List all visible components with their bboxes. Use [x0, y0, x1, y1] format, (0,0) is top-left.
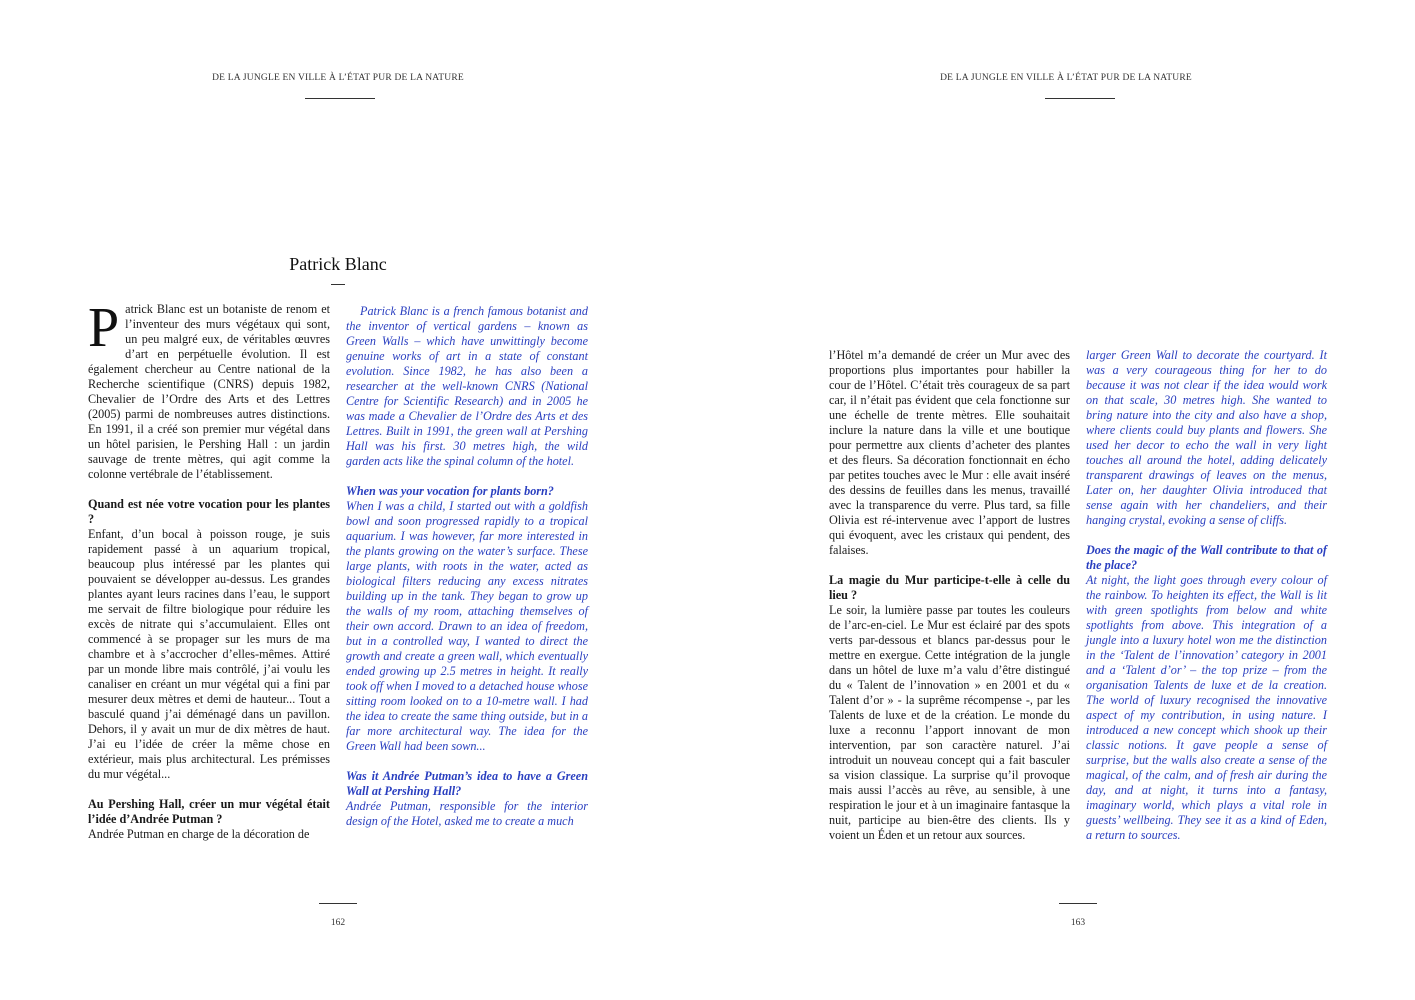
- running-head: DE LA JUNGLE EN VILLE À L’ÉTAT PUR DE LA NATURE: [212, 73, 464, 83]
- page-number: 163: [1070, 918, 1086, 928]
- french-intro: Patrick Blanc est un botaniste de renom et l’inventeur des murs végétaux qui sont, un peu malgré eux, de véritables œuvres d’art en perpétuelle évolution. Il est également chercheur au Centre national de la Recherche scientifique (CNRS) depuis 1982, Chevalier de l’Ordre des Arts et des Lettres (2005) parmi de nombreuses autres distinctions. En 1991, il a créé son premier mur végétal dans un hôtel parisien, le Pershing Hall : un jardin sauvage de trente mètres, qui agit comme la colonne vertébrale de l’établissement.: [88, 297, 330, 481]
- title-rule: [331, 284, 345, 285]
- french-answer-2: Andrée Putman en charge de la décoration de: [88, 827, 310, 841]
- english-intro: Patrick Blanc is a french famous botanist and the inventor of vertical gardens – known as Green Walls – which have unwittingly become genuine works of art in a state of constant evolution. Since 1982, he has also been a researcher at the well-known CNRS (National Centre for Scientific Research) and in 2005 he was made a Chevalier de l’Ordre des Arts et des Lettres. Built in 1991, the green wall at Pershing Hall was his first. 30 metres high, the wild garden acts like the spinal column of the hotel.: [346, 304, 588, 468]
- french-answer-1: Enfant, d’un bocal à poisson rouge, je suis rapidement passé à un aquarium tropical, beaucoup plus intéressé par les plantes qui pouvaient se développer au-dessus. Les grandes plantes ayant leurs racines dans l’eau, le support me servait de filtre biologique pour réduire les excès de nitrate qui s’accumulaient. Elles ont commencé à se propager sur les murs de ma chambre et à s’accrocher d’elles-mêmes. Attiré par un monde libre mais contrôlé, j’ai voulu les canaliser en créant un mur végétal qui a fini par mesurer deux mètres et demi de hauteur... Tout a basculé quand j’ai déménagé dans un pavillon. Dehors, il y avait un mur de dix mètres de haut. J’ai eu l’idée de créer la même chose en extérieur, mais plus architectural. Les prémisses du mur végétal...: [88, 527, 330, 781]
- english-answer-3: At night, the light goes through every colour of the rainbow. To heighten its effect, the Wall is lit with green spotlights from below and white spotlights from above. This integration of a jungle into a luxury hotel won me the distinction in the ‘Talent de l’innovation’ category in 2001 and a ‘Talent d’or’ – the top prize – from the organisation Talents de luxe et de la creation. The world of luxury recognised the innovative aspect of my contribution, in using nature. I introduced a new concept which shook up their classic notions. It gave people a sense of surprise, but the walls also create a sense of the magical, of the calm, and of fresh air during the day, and at night, it turns into a fantasy, imaginary world, which plays a vital role in guests’ wellbeing. They see it as a kind of Eden, a return to sources.: [1086, 573, 1327, 842]
- folio-rule: [1059, 903, 1097, 904]
- drop-cap: P: [88, 297, 120, 359]
- left-page: [0, 0, 707, 1000]
- folio-rule: [319, 903, 357, 904]
- english-answer-1: When I was a child, I started out with a goldfish bowl and soon progressed rapidly to a tropical aquarium. I was however, far more interested in the plants growing on the water’s surface. These large plants, with roots in the water, acted as biological filters reducing any excess nitrates building up in the tank. They began to grow up the walls of my room, attaching themselves of their own accord. Drawn to an idea of freedom, but in a controlled way, I wanted to direct the growth and create a green wall, which eventually ended growing up 2.5 metres in height. It really took off when I moved to a detached house whose sitting room looked on to a 10-metre wall. I had the idea to create the same thing outside, but in a far more architectural way. The idea for the Green Wall had been sown...: [346, 499, 588, 753]
- page-number: 162: [330, 918, 346, 928]
- french-question-3: La magie du Mur participe-t-elle à celle du lieu ?: [829, 573, 1070, 602]
- english-question-2: Was it Andrée Putman’s idea to have a Green Wall at Pershing Hall?: [346, 769, 588, 798]
- french-answer-2-continued: l’Hôtel m’a demandé de créer un Mur avec des proportions plus importantes pour habiller la cour de l’Hôtel. C’était très courageux de sa part car, il n’était pas évident que cela fonctionne sur une échelle de trente mètres. Elle souhaitait inclure la nature dans la ville et une boutique pour permettre aux clients d’acheter des plantes et des fleurs. Sa décoration fonctionnait en écho par petites touches avec le Mur : elle avait inséré des dessins de feuilles dans les menus, travaillé avec la transparence du verre. Plus tard, sa fille Olivia est ré-intervenue avec l’apport de lustres qui évoquent, avec les cristaux qui pendent, des falaises.: [829, 348, 1070, 557]
- article-title: Patrick Blanc: [289, 254, 387, 274]
- right-french-column: [829, 348, 1070, 843]
- english-question-1: When was your vocation for plants born?: [346, 484, 554, 498]
- english-answer-2-continued: larger Green Wall to decorate the courtyard. It was a very courageous thing for her to do because it was not clear if the idea would work on that scale, 30 metres high. She wanted to bring nature into the city and also have a shop, where clients could buy plants and flowers. She used her decor to echo the wall in very light touches all around the hotel, adding delicately transparent drawings of leaves on the menus, Later on, her daughter Olivia introduced that sense again with her chandeliers, and their hanging crystal, evoking a sense of cliffs.: [1086, 348, 1327, 527]
- right-english-column: [1086, 348, 1327, 843]
- running-head: DE LA JUNGLE EN VILLE À L’ÉTAT PUR DE LA NATURE: [940, 73, 1192, 83]
- left-french-column: [88, 297, 330, 842]
- english-question-3: Does the magic of the Wall contribute to that of the place?: [1086, 543, 1327, 572]
- english-answer-2: Andrée Putman, responsible for the interior design of the Hotel, asked me to create a much: [346, 799, 588, 828]
- french-question-1: Quand est née votre vocation pour les plantes ?: [88, 497, 330, 526]
- french-question-2: Au Pershing Hall, créer un mur végétal était l’idée d’Andrée Putman ?: [88, 797, 330, 826]
- french-answer-3: Le soir, la lumière passe par toutes les couleurs de l’arc-en-ciel. Le Mur est éclairé par des spots verts par-dessous et blancs par-dessus pour le mettre en exergue. Cette intégration de la jungle dans un hôtel de luxe m’a valu d’être distingué du « Talent de l’innovation » en 2001 et du « Talent d’or » - la suprême récompense -, par les Talents de luxe et de la création. Le monde du luxe a reconnu l’apport innovant de mon intervention, par son caractère naturel. J’ai introduit un nouveau concept qui a fait basculer sa vision classique. La surprise qu’il provoque mais aussi l’accès au rêve, au sensible, à une respiration le jour et à un imaginaire fantasque la nuit, participe au bien-être des clients. Ils y voient un Éden et un retour aux sources.: [829, 603, 1070, 842]
- left-english-column: [346, 304, 588, 829]
- running-head-rule: [1045, 98, 1115, 99]
- right-page: [708, 0, 1415, 1000]
- running-head-rule: [305, 98, 375, 99]
